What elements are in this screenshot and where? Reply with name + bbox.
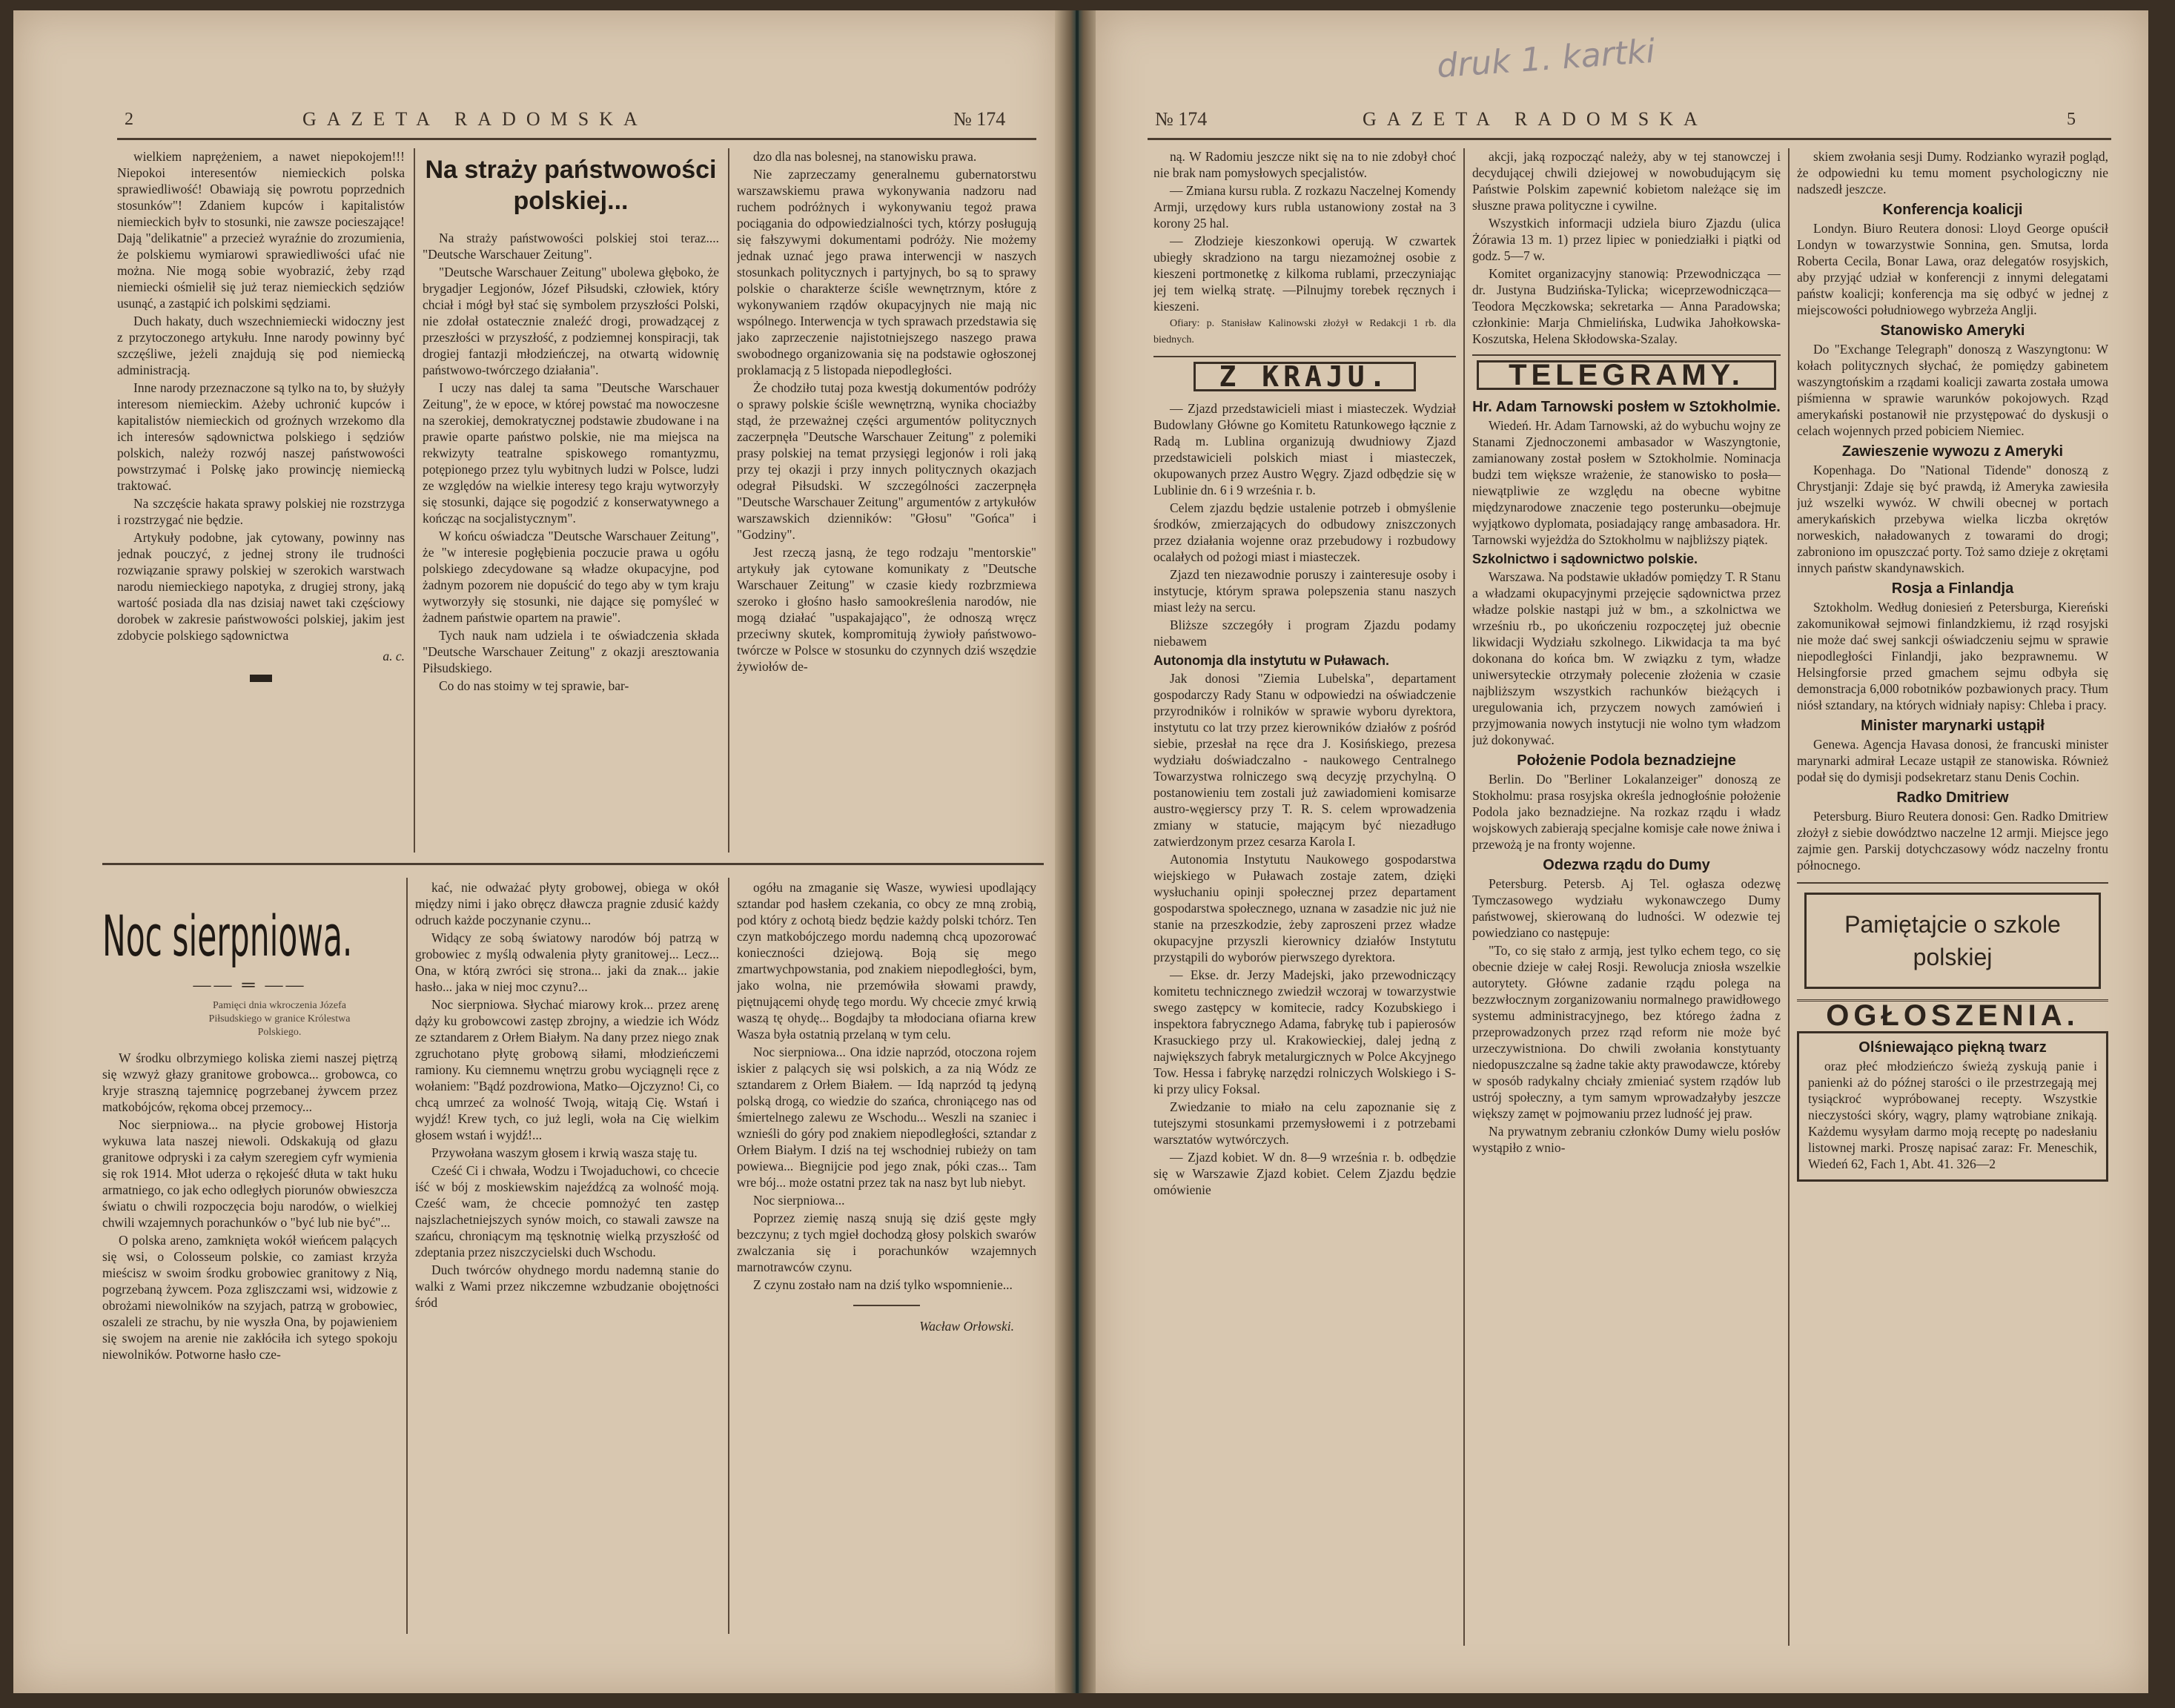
paragraph: Celem zjazdu będzie ustalenie potrzeb i obmyślenie środków, zmierzających do odbudowy zniszczonych przez działania wojenne oraz przebudowy i rozbudowy ocalałych od pożogi miast i miasteczek. [1153,500,1456,564]
section-rule [102,863,1044,865]
headline: Na straży państwowości polskiej... [425,156,717,215]
column-rule [728,878,729,1634]
paragraph: Nie zaprzeczamy generalnemu gubernatorstwu warszawskiemu prawa wykonywania nadzoru nad ruchem podróżnych i wykonywaniu tegoż prawa pociągania do odpowiedzialności tych, którzy posługują się fałszywymi dokumentami podróży. Nie możemy jednak uznać jego prawa interwencji w naszych stosunkach politycznych i partyjnych, bo są to sprawy polskie o charakterze ściśle wewnętrznym, które z wykonywaniem rządów okupacyjnych nie mają nic wspólnego. Interwencja w tych sprawach przedstawia się jako zaprzeczenie najistotniejszego naszego prawa swobodnego organizowania się na podstawie ogłoszonej proklamacją z 5 listopada niepodległości. [737,167,1036,377]
subheading: Hr. Adam Tarnowski posłem w Sztokholmie. [1472,399,1781,415]
paragraph: Na straży państwowości polskiej stoi teraz.... "Deutsche Warschauer Zeitung". [423,231,719,262]
page-number: 2 [125,110,133,129]
article-column [737,879,1036,1635]
dedication: Pamięci dnia wkroczenia Józefa Piłsudskiego w granice Królestwa Polskiego. [208,1000,351,1038]
paragraph: Noc sierpniowa... na płycie grobowej Historja wykuwa lata naszej niewoli. Odskakują od głazu granitowe odpryski i za całym szeregiem cyfr wymienia się rok 1914. Młot uderza o rękojeść dłuta w takt huku armatniego, co jak echo odległych piorunów obwieszcza światu o chwili rozpoczęcia boju narodów, o wielkiej chwili wzajemnych porachunków o "być lub nie być"... [102,1117,397,1230]
paragraph: Noc sierpniowa. Słychać miarowy krok... przez arenę dąży ku grobowcowi zastęp zbrojny, a wiedzie ich Wódz ze sztandarem z Orłem Białym. Na dany przez niego znak zgruchotano płytę grobową siłami, młodzieńczemi ramiony. Ku ciemnemu wnętrzu grobu wyciągnęli ręce z wołaniem: "Bądź pozdrowiona, Matko—Ojczyzno! Ci, co chcą umrzeć za wolność Twoją, witają Cię. Wstań i wyjdź! Krew tych, co już legli, woła na Cię wielkim głosem wstań i wyjdź!... [415,997,719,1142]
paragraph: — Zjazd kobiet. W dn. 8—9 września r. b. odbędzie się w Warszawie Zjazd kobiet. Celem Zjazdu będzie omówienie [1153,1150,1456,1197]
paragraph: Że chodziło tutaj poza kwestją dokumentów podróży o sprawy polskie ściśle wewnętrzną, wynika chociażby stąd, że przeważnej części argumentów politycznych zaczerpnęła "Deutsche Warschauer Zeitung" z polemiki prasy polskiej na temat przysięgi legjonów i roli jaką przy tej okazji i przy innych politycznych okazjach odegrał Piłsudski. W szczególności zaczerpnęła "Deutsche Warschauer Zeitung" argumentów z artykułów warszawskich dzienników: "Głosu" "Gońca" i "Godziny". [737,380,1036,542]
paragraph: Noc sierpniowa... Ona idzie naprzód, otoczona rojem iskier z palących się wsi polskich, a za nią Wódz ze sztandarem z Orłem Białem. — Idą naprzód tą jedyną polską drogą, co wiedzie do szańca, chroniącego nas od śmiertelnego zalewu ze Wschodu... Weszli na szaniec i wznieśli do góry pod znakiem niepodległości, sztandar z Orłem Białym. I dziś na tej wschodniej rubieży on tam powiewa... Biegnijcie pod jego znak, póki czas... Tam wre bój... może ostatni przez tak na nasz byt lub niebyt. [737,1045,1036,1190]
paragraph: dzo dla nas bolesnej, na stanowisku prawa. [753,149,977,164]
article-column [1472,148,1781,1646]
paragraph: Sztokholm. Według doniesień z Petersburga, Kiereński zakomunikował sejmowi finlandzkiemu, iż rząd rosyjski nie może dać swej sankcji oświadczeniu sejmu w sprawie niepodległości Finlandji, jako bezprawnemu. W Helsingforsie przed gmachem sejmu odbyła się demonstracja 6,000 robotników pozbawionych pracy. Tłum niósł sztandary, na których widniały napisy: Chleba i pracy. [1797,600,2108,712]
column-rule [1788,148,1790,1646]
column-rule [406,878,408,1634]
paragraph: Autonomia Instytutu Naukowego gospodarstwa wiejskiego w Puławach zostaje zatem, dzięki wysłuchaniu opinji społecznej przez departament gospodarstwa społecznego, uznana w zasadzie nic już nie stanie na przeszkodzie, żeby zaproszeni przez władze okupacyjne przyszli kierownicy działów Instytutu przystąpili do wyborów pierwszego dyrektora. [1153,852,1456,964]
paragraph: Wszystkich informacji udziela biuro Zjazdu (ulica Żórawia 13 m. 1) przez lipiec w poniedziałki i piątki od godz. 5—7 w. [1472,216,1781,263]
paragraph: Jest rzeczą jasną, że tego rodzaju "mentorskie" artykuły jak cytowane komunikaty z "Deutsche Warschauer Zeitung" w czasie kiedy rozbrzmiewa szeroko i głośno hasło samookreślenia narodów, nie mogą działać "uspakajająco", że odnoszą wręcz przeciwny skutek, kompromitują żywioły państwowo-twórcze w Polsce w stosunku do czynnych dziś wszędzie żywiołów de- [737,545,1036,674]
article-column [117,148,405,830]
ad-headline: Olśniewająco piękną twarz [1858,1039,2047,1056]
separator-dash [250,675,272,682]
paragraph: ogółu na zmaganie się Wasze, wywiesi upodlający sztandar pod hasłem czekania, co obcy ze mną zrobią, pod który z ochotą biedz będzie każdy polski tchórz. Ten czyn matkobójczego mordu nademną chcą upozorować konieczności dziejową. Boją się mego zmartwychpowstania, pod znakiem niepodległości, bym, jako wolna, nie przemówiła słowami prawdy, piętnującemi ohydę tego mordu. Wy chcecie zmyć krwią waszą tę ohydę... Bogdajby ta młodociana ofiarna krew Wasza była ostatnią przelaną w tym celu. [737,880,1036,1042]
separator-line [1797,882,2108,884]
issue-number: № 174 [953,108,1006,130]
paragraph: Duch hakaty, duch wszechniemiecki widoczny jest z przytoczonego artykułu. Inne narody powinny być szczęśliwe, jeżeli znajdują się pod niemiecką administracją. [117,314,405,377]
paragraph: Do "Exchange Telegraph" donoszą z Waszyngtonu: W kołach politycznych słychać, że pomiędzy gabinetem waszyngtońskim a rządami koalicji zawarta została umowa piśmienna w sprawie warunków pokojowych. Rząd amerykański postanowił nie przystępować do dyskusji o celach wojennych przed pobiciem Niemiec. [1797,342,2108,438]
paragraph: Widący ze sobą światowy narodów bój patrzą w grobowiec z myślą odwalenia płyty granitowej... Lecz... Ona, w którą zwróci się strona... jaki da znak... jakie hasło... jaka w niej moc czynu?... [415,930,719,994]
signature: Wacław Orłowski. [919,1319,1014,1334]
article-column [102,893,397,1634]
paragraph: Kopenhaga. Do "National Tidende" donoszą z Chrystjanji: Zdaje się być prawdą, iż Ameryka zawiesiła już wszelki wywóz. W chwili obecnej w portach amerykańskich przebywa wielka liczba okrętów norweskich, naładowanych z towarami do drogi; zabroniono im opuszczać porty. Toż samo dzieje z okrętami innych państw skandynawskich. [1797,463,2108,575]
header-rule [117,138,1036,140]
article-column [423,148,719,853]
subheading: Zawieszenie wywozu z Ameryki [1841,443,2064,460]
paragraph: I uczy nas dalej ta sama "Deutsche Warschauer Zeitung", że w epoce, w której powstać ma nowoczesne na szerokiej, demokratycznej podstawie zbudowane i na prawie oparte państwo polskie, nie ma miejsca na rekwizyty teatralne spiskowego romantyzmu, potępionego przez tylu wybitnych ludzi w Polsce, ludzi ze względów na wielkie interesy tego kraju wytworzyły się stosunki, dające się pogodzić z konserwatywnego a kończąc na socjalistycznym". [423,380,719,526]
paragraph: "Deutsche Warschauer Zeitung" ubolewa głęboko, że brygadjer Legjonów, Józef Piłsudski, człowiek, który chciał i mógł był stać się symbolem przyszłości Polski, nie zdołał ostatecznie znaleźć drogi, prowadzącej z przeszłości w przyszłość, z podziemnej konspiracji, tak drogiej fantazji młodzieńczej, na otwartą widownię państwowo-twórczego działania". [423,265,719,377]
column-rule [728,148,729,853]
paragraph: Bliższe szczegóły i program Zjazdu podamy niebawem [1153,618,1456,649]
paragraph: O polska areno, zamknięta wokół wieńcem palących się wsi, o Colosseum polskie, co zamiast krzyża mieścisz w swoim środku grobowiec granitowy z Nią, pogrzebaną żywcem. Poza zgliszczami wsi, widzowie z obrożami niewolników na szyjach, patrzą w grobowiec, oszaleli ze strachu, by nie wyszła Ona, by pojawieniem się swojem na arenie nie zakłóciła ich sytego spokoju niewolników. Potworne hasło cze- [102,1233,397,1362]
paragraph: akcji, jaką rozpocząć należy, aby w tej stanowczej i decydującej chwili dziejowej w nowobudującym się Państwie Polskim zapewnić kobietom należące się im słuszne prawa polityczne i cywilne. [1472,149,1781,213]
running-head: GAZETA RADOMSKA [302,108,648,130]
subheading: Konferencja koalicji [1882,202,2023,218]
paragraph: Warszawa. Na podstawie układów pomiędzy T. R Stanu a władzami okupacyjnymi przejęcie sądownictwa przez władze polskie nastąpi już w bm., a szkolnictwa we wrześniu rb., po ukończeniu rozpoczętej już obecnie likwidacji Wydziału szkolnego. Likwidacja ta ma być dokonana do końca bm. W związku z tym, władze uniwersyteckie otrzymały polecenie złożenia w czasie najbliższym wszystkich rachunków bieżących i uregulowania ich, przyczem nowych zamówień i przyjmowania nowych instytucji nie wolno tym władzom już dokonywać. [1472,569,1781,747]
subheading: Autonomja dla instytutu w Puławach. [1153,653,1390,668]
paragraph: Cześć Ci i chwała, Wodzu i Twojaduchowi, co chcecie iść w bój z moskiewskim najeźdźcą za wolność moją. Cześć wam, że chcecie pomnożyć ten zastęp najszlachetniejszych synów moich, co stawali zawsze na szańcu, chroniącym mą tęsknotnię wielką przyszłość od zdeptania przez niszczycielski duch Wschodu. [415,1163,719,1260]
paragraph: — Zmiana kursu rubla. Z rozkazu Naczelnej Komendy Armji, urzędowy kurs rubla ustanowiony został na 3 korony 25 hal. [1153,183,1456,231]
paragraph: Jak donosi "Ziemia Lubelska", departament gospodarczy Rady Stanu w odpowiedzi na oświadczenie przyrodników i rolników w sprawie wyboru dyrektora, instytutu co lat trzy przez kierowników działów z pośród siebie, przesłał na ręce dra J. Kosińskiego, prezesa wydziału doświadczalno - naukowego Centralnego Towarzystwa rolniczego swą decyzję przychylną. O postanowieniu tem zostali już zawiadomieni komisarze austro-węgierscy przy T. R. S. celem wprowadzenia zmiany w statucie, mającym być niezadługo zatwierdzonym przez cesarza Karola I. [1153,671,1456,849]
separator-line [1472,354,1781,356]
paragraph: Na prywatnym zebraniu członków Dumy wielu posłów wystąpiło z wnio- [1472,1124,1781,1155]
header-rule [1148,138,2111,140]
subheading: Radko Dmitriew [1896,790,2009,806]
paragraph: Artykuły podobne, jak cytowany, powinny nas jednak pouczyć, z jednej strony ile trudności rozwiązanie sprawy polskiej w szerokich warstwach narodu niemieckiego napotyka, z drugiej strony, jaką wartość posiada dla nas dzisiaj nawet taki częściowy dorobek w zakresie państwowości polskiej, jakim jest zdobycie polskiego sądownictwa [117,530,405,643]
paragraph: Na szczęście hakata sprawy polskiej nie rozstrzyga i rozstrzygać nie będzie. [117,496,405,527]
paragraph: — Ekse. dr. Jerzy Madejski, jako przewodniczący komitetu technicznego zwiedził wczoraj w towarzystwie swego zastępcy w komitecie, radcy Kozubskiego i inspektora fabrycznego Adama, fabrykę tub i papierosów Krasuckiego przy ul. Krakowieckiej, dalej jedną z największych fabryk metalurgicznych w Polce Akcyjnego Tow. Hessa i fabrykę narzędzi rolniczych Wolskiego i S-ki przy ulicy Foksal. [1153,967,1456,1096]
separator-line [1153,356,1456,357]
page-number: 5 [2067,110,2076,129]
paragraph: Ofiary: p. Stanisław Kalinowski złożył w Redakcji 1 rb. dla biednych. [1153,318,1456,345]
paragraph: oraz płeć młodzieńczo świeżą zyskują panie i panienki aż do późnej starości o ile przestrzegają mej tysiąckroć wypróbowanej recepty. Wszystkie nieczystości skóry, wągry, plamy wątrobiane znikają. Każdemu wysyłam darmo moją receptę po nadesłaniu listownej marki. Proszę napisać zaraz: Fr. Meneschik, Wiedeń 62, Fach 1, Abt. 41. 326—2 [1808,1059,2097,1171]
article-column [415,879,719,1635]
paragraph: Noc sierpniowa... [753,1193,845,1208]
paragraph: W końcu oświadcza "Deutsche Warschauer Zeitung", że "w interesie pogłębienia poczucie prawa u ogółu polskiego zdecydowane są władze okupacyjne, pod żadnym pozorem nie dopuścić do tego aby w tym kraju wytworzyły się stosunki, nie dające się pomyśleć w żadnem państwie opartem na prawie". [423,529,719,625]
paragraph: Duch twórców ohydnego mordu nademną stanie do walki z Wami przez nikczemne wzbudzanie obojętności śród [415,1262,719,1310]
article-column [1797,148,2108,1646]
paragraph: Poprzez ziemię naszą snują się dziś gęste mgły bezczynu; z tych mgieł dochodzą głosy polskich swarów zwalczania się i porachunków wzajemnych marnotrawców czynu. [737,1211,1036,1274]
signature: a. c. [383,649,405,663]
paragraph: skiem zwołania sesji Dumy. Rodzianko wyraził pogląd, że odpowiedni ku temu moment psychologiczny nie nadszedł jeszcze. [1797,149,2108,196]
paragraph: W środku olbrzymiego koliska ziemi naszej piętrzą się wzwyż głazy granitowe grobowca... grobowca, co kryje straszną tajemnicę pogrzebanej żywcem przez matkobójców, rękoma obcej przemocy... [102,1050,397,1114]
section-heading: OGŁOSZENIA. [1826,999,2079,1032]
headline: Noc sierpniowa. [102,903,353,969]
subheading: Odezwa rządu do Dumy [1543,857,1710,873]
column-rule [414,148,415,853]
paragraph: Komitet organizacyjny stanowią: Przewodnicząca — dr. Justyna Budzińska-Tylicka; wiceprzewodnicząca—Teodora Męczkowska; sekretarka — Anna Paradowska; członkinie: Marja Chmielińska, Ludwika Jahołkowska-Koszutska, Helena Skłodowska-Szalay. [1472,266,1781,346]
subheading: Położenie Podola beznadziejne [1517,752,1736,769]
section-heading: Z KRAJU. [1194,362,1416,391]
paragraph: Inne narody przeznaczone są tylko na to, by służyły interesom niemieckim. Ażeby uchronić kupców i kapitalistów niemieckich od groźnych wrzekomo dla ich interesów sądownictwa polskiego i sędziów polskich, należy rozwój naszej państwowości powstrzymać i Polskę jako prowincję niemiecką traktować. [117,380,405,493]
pencil-note: druk 1. kartki [1435,32,1657,86]
paragraph: wielkiem naprężeniem, a nawet niepokojem!!! Niepokoi interesentów niemieckich polska sprawiedliwość! Obawiają się powrotu poprzednich stosunków"! Zdaniem kupców i kapitalistów niemieckich byłv to stosunki, nie zawsze pocieszające! Dają "delikatnie" a przecież wyraźnie do zrozumienia, że polskiemu wymiarowi sprawiedliwości ufać nie można. Nie mogą sobie wyobrazić, żeby rząd niemiecki ośmielił się już teraz niemieckich sędziów usunąć, a zastąpić ich polskimi sędziami. [117,149,405,311]
running-head: GAZETA RADOMSKA [1363,108,1708,130]
paragraph: Zwiedzanie to miało na celu zapoznanie się z tutejszymi stosunkami przemysłowemi i z potrzebami warsztatów wytwórczych. [1153,1099,1456,1147]
advertisement [1797,1031,2108,1182]
column-rule [1463,148,1465,1646]
left-page [13,10,1059,1693]
subheading: Stanowisko Ameryki [1880,322,2025,339]
ornament: —— ═ —— [193,976,307,995]
paragraph: Wiedeń. Hr. Adam Tarnowski, aż do wybuchu wojny ze Stanami Zjednoczonemi ambasador w Waszyngtonie, zamianowany został posłem w Sztokholmie. Nominacja budzi tem większe wrażenie, że stanowisko to posła—niewątpliwie ze względu na obecne wybitne międzynarodowe znaczenie tego posterunku—obejmuje wyjątkowo dyplomata, posiadający rangę ambasadora. Hr. Tarnowski wyjeżdża do Sztokholmu w najbliższy piątek. [1472,418,1781,547]
right-page [1096,10,2148,1693]
notice-box: Pamiętajcie o szkole polskiej [1804,893,2101,989]
subheading: Minister marynarki ustąpił [1861,718,2045,734]
article-column [737,148,1036,853]
paragraph: Zjazd ten niezawodnie poruszy i zainteresuje osoby i instytucje, którym sprawa polepszenia stanu naszych miast leży na sercu. [1153,567,1456,615]
paragraph: Przywołana waszym głosem i krwią wasza staję tu. [431,1145,698,1160]
paragraph: Berlin. Do "Berliner Lokalanzeiger" donoszą ze Stokholmu: prasa rosyjska określa jednogłośnie położenie Podola jako beznadziejne. Na rozkaz rządu i władz wojskowych zabierają specjalne komisje całe nowe żniwa i przewożą je na fronty wojenne. [1472,772,1781,852]
paragraph: Genewa. Agencja Havasa donosi, że francuski minister marynarki admirał Lecaze ustąpił ze stanowiska. Również podał się do dymisji podsekretarz stanu Denis Cochin. [1797,737,2108,784]
paragraph: Z czynu zostało nam na dziś tylko wspomnienie... [753,1277,1013,1292]
issue-number: № 174 [1155,108,1208,130]
subheading: Rosja a Finlandja [1891,580,2014,597]
article-column [1153,148,1456,1646]
paragraph: ną. W Radomiu jeszcze nikt się na to nie zdobył choć nie brak nam pomysłowych specjalistów. [1153,149,1456,180]
newspaper-spread [13,10,2148,1693]
paragraph: "To, co się stało z armją, jest tylko echem tego, co się obecnie dzieje w całej Rosji. Rewolucja zniosła wszelkie autorytety. Główne zadanie rządu polega na bezzwłocznym zorganizowaniu normalnego prawidłowego systemu administracyjnego, bez którego żadna z przeprowadzonych przez rząd reform nie może być urzeczywistniona. Do chwili zwołania konstytuanty niedopuszczalne są żadne takie akty prawodawcze, któreby w sposób radykalny chciały zmieniać system rządów lub ustrój społeczny, a tym samym wprowadzałyby jeszcze większy zamęt w pojmowaniu przez ludność jej praw. [1472,943,1781,1121]
paragraph: Co do nas stoimy w tej sprawie, bar- [439,678,629,693]
paragraph: Londyn. Biuro Reutera donosi: Lloyd George opuścił Londyn w towarzystwie Sonnina, gen. Smutsa, lorda Roberta Cecila, Bonar Lawa, oraz delegatów rosyjskich, aby przyjąć udział w konferencji z innymi delegatami państw koalicji; konferencja ma się odbyć w jednej z miejscowości południowego wybrzeża Anglji. [1797,221,2108,317]
paragraph: — Złodzieje kieszonkowi operują. W czwartek ubiegły skradziono na targu niezamożnej osobie z kieszeni portmonetkę z kilkoma rublami, przeczyniając jej tem wielką stratę. —Pilnujmy torebek ręcznych i kieszeni. [1153,234,1456,314]
paragraph: Tych nauk nam udziela i te oświadczenia składa "Deutsche Warschauer Zeitung" z okazji aresztowania Piłsudskiego. [423,628,719,675]
paragraph: Petersburg. Biuro Reutera donosi: Gen. Radko Dmitriew złożył z siebie dowództwo naczelne 12 armji. Miejsce jego zajmie gen. Parskij dotychczasowy wódz naczelny frontu północnego. [1797,809,2108,873]
paragraph: kać, nie odważać płyty grobowej, obiega w okół między nimi i jako obręcz dławcza pragnie zdusić każdy odruch każde poczynanie czynu... [415,880,719,927]
paragraph: — Zjazd przedstawicieli miast i miasteczek. Wydział Budowlany Główne go Komitetu Ratunkowego łącznie z Radą m. Lublina organizują dwudniowy Zjazd przedstawicieli polskich miast i miasteczek, okupowanych przez Austro Węgry. Zjazd odbędzie się w Lublinie dn. 6 i 9 września r. b. [1153,401,1456,497]
section-heading: TELEGRAMY. [1477,360,1776,390]
book-spine [1055,10,1099,1693]
separator-line [853,1305,920,1306]
paragraph: Petersburg. Petersb. Aj Tel. ogłasza odezwę Tymczasowego wydziału wykonawczego Dumy państwowej, skierowaną do ludności. W odezwie tej powiedziano co następuje: [1472,876,1781,940]
subheading: Szkolnictwo i sądownictwo polskie. [1472,552,1698,566]
